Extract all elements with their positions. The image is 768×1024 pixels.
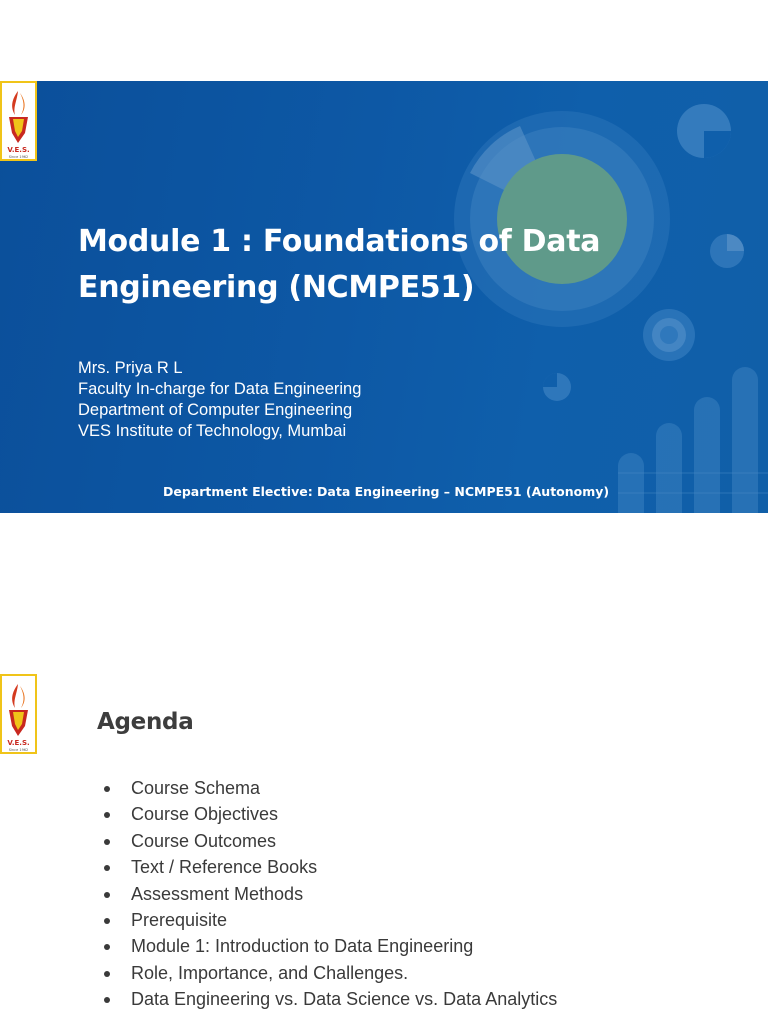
bullet-icon: [104, 865, 110, 871]
svg-text:Since 1962: Since 1962: [8, 748, 29, 752]
agenda-item-course-objectives: Course Objectives: [101, 801, 557, 827]
svg-text:V.E.S.: V.E.S.: [7, 739, 30, 747]
agenda-item-prerequisite: Prerequisite: [101, 907, 557, 933]
ves-logo-icon: [0, 674, 37, 754]
presenter-department: Department of Computer Engineering: [78, 401, 353, 419]
svg-text:V.E.S.: V.E.S.: [7, 146, 30, 154]
presenter-institute: VES Institute of Technology, Mumbai: [78, 422, 347, 440]
agenda-heading: Agenda: [97, 709, 194, 735]
ves-logo-icon: [0, 81, 37, 161]
bullet-icon: [104, 997, 110, 1003]
agenda-item-course-schema: Course Schema: [101, 775, 557, 801]
agenda-item-comparison: Data Engineering vs. Data Science vs. Data Analytics: [101, 986, 557, 1012]
agenda-item-course-outcomes: Course Outcomes: [101, 828, 557, 854]
svg-text:Since 1962: Since 1962: [8, 155, 29, 159]
agenda-slide: [0, 593, 768, 1024]
slide-footer: Department Elective: Data Engineering – NCMPE51 (Autonomy): [163, 484, 610, 499]
bullet-icon: [104, 918, 110, 924]
bullet-icon: [104, 971, 110, 977]
agenda-list: [101, 775, 557, 1013]
agenda-item-assessment: Assessment Methods: [101, 881, 557, 907]
presenter-info: [78, 358, 361, 442]
slide-title-line1: Module 1 : Foundations of Data: [78, 224, 601, 259]
presenter-name: Mrs. Priya R L: [78, 359, 183, 377]
bullet-icon: [104, 892, 110, 898]
bullet-icon: [104, 786, 110, 792]
title-slide: [0, 81, 768, 513]
presenter-role: Faculty In-charge for Data Engineering: [78, 380, 362, 398]
slide-title-line2: Engineering (NCMPE51): [78, 270, 475, 305]
agenda-item-role: Role, Importance, and Challenges.: [101, 960, 557, 986]
bullet-icon: [104, 839, 110, 845]
bullet-icon: [104, 812, 110, 818]
slide-title: [78, 219, 638, 311]
bullet-icon: [104, 944, 110, 950]
agenda-item-module1: Module 1: Introduction to Data Engineering: [101, 933, 557, 959]
agenda-item-books: Text / Reference Books: [101, 854, 557, 880]
